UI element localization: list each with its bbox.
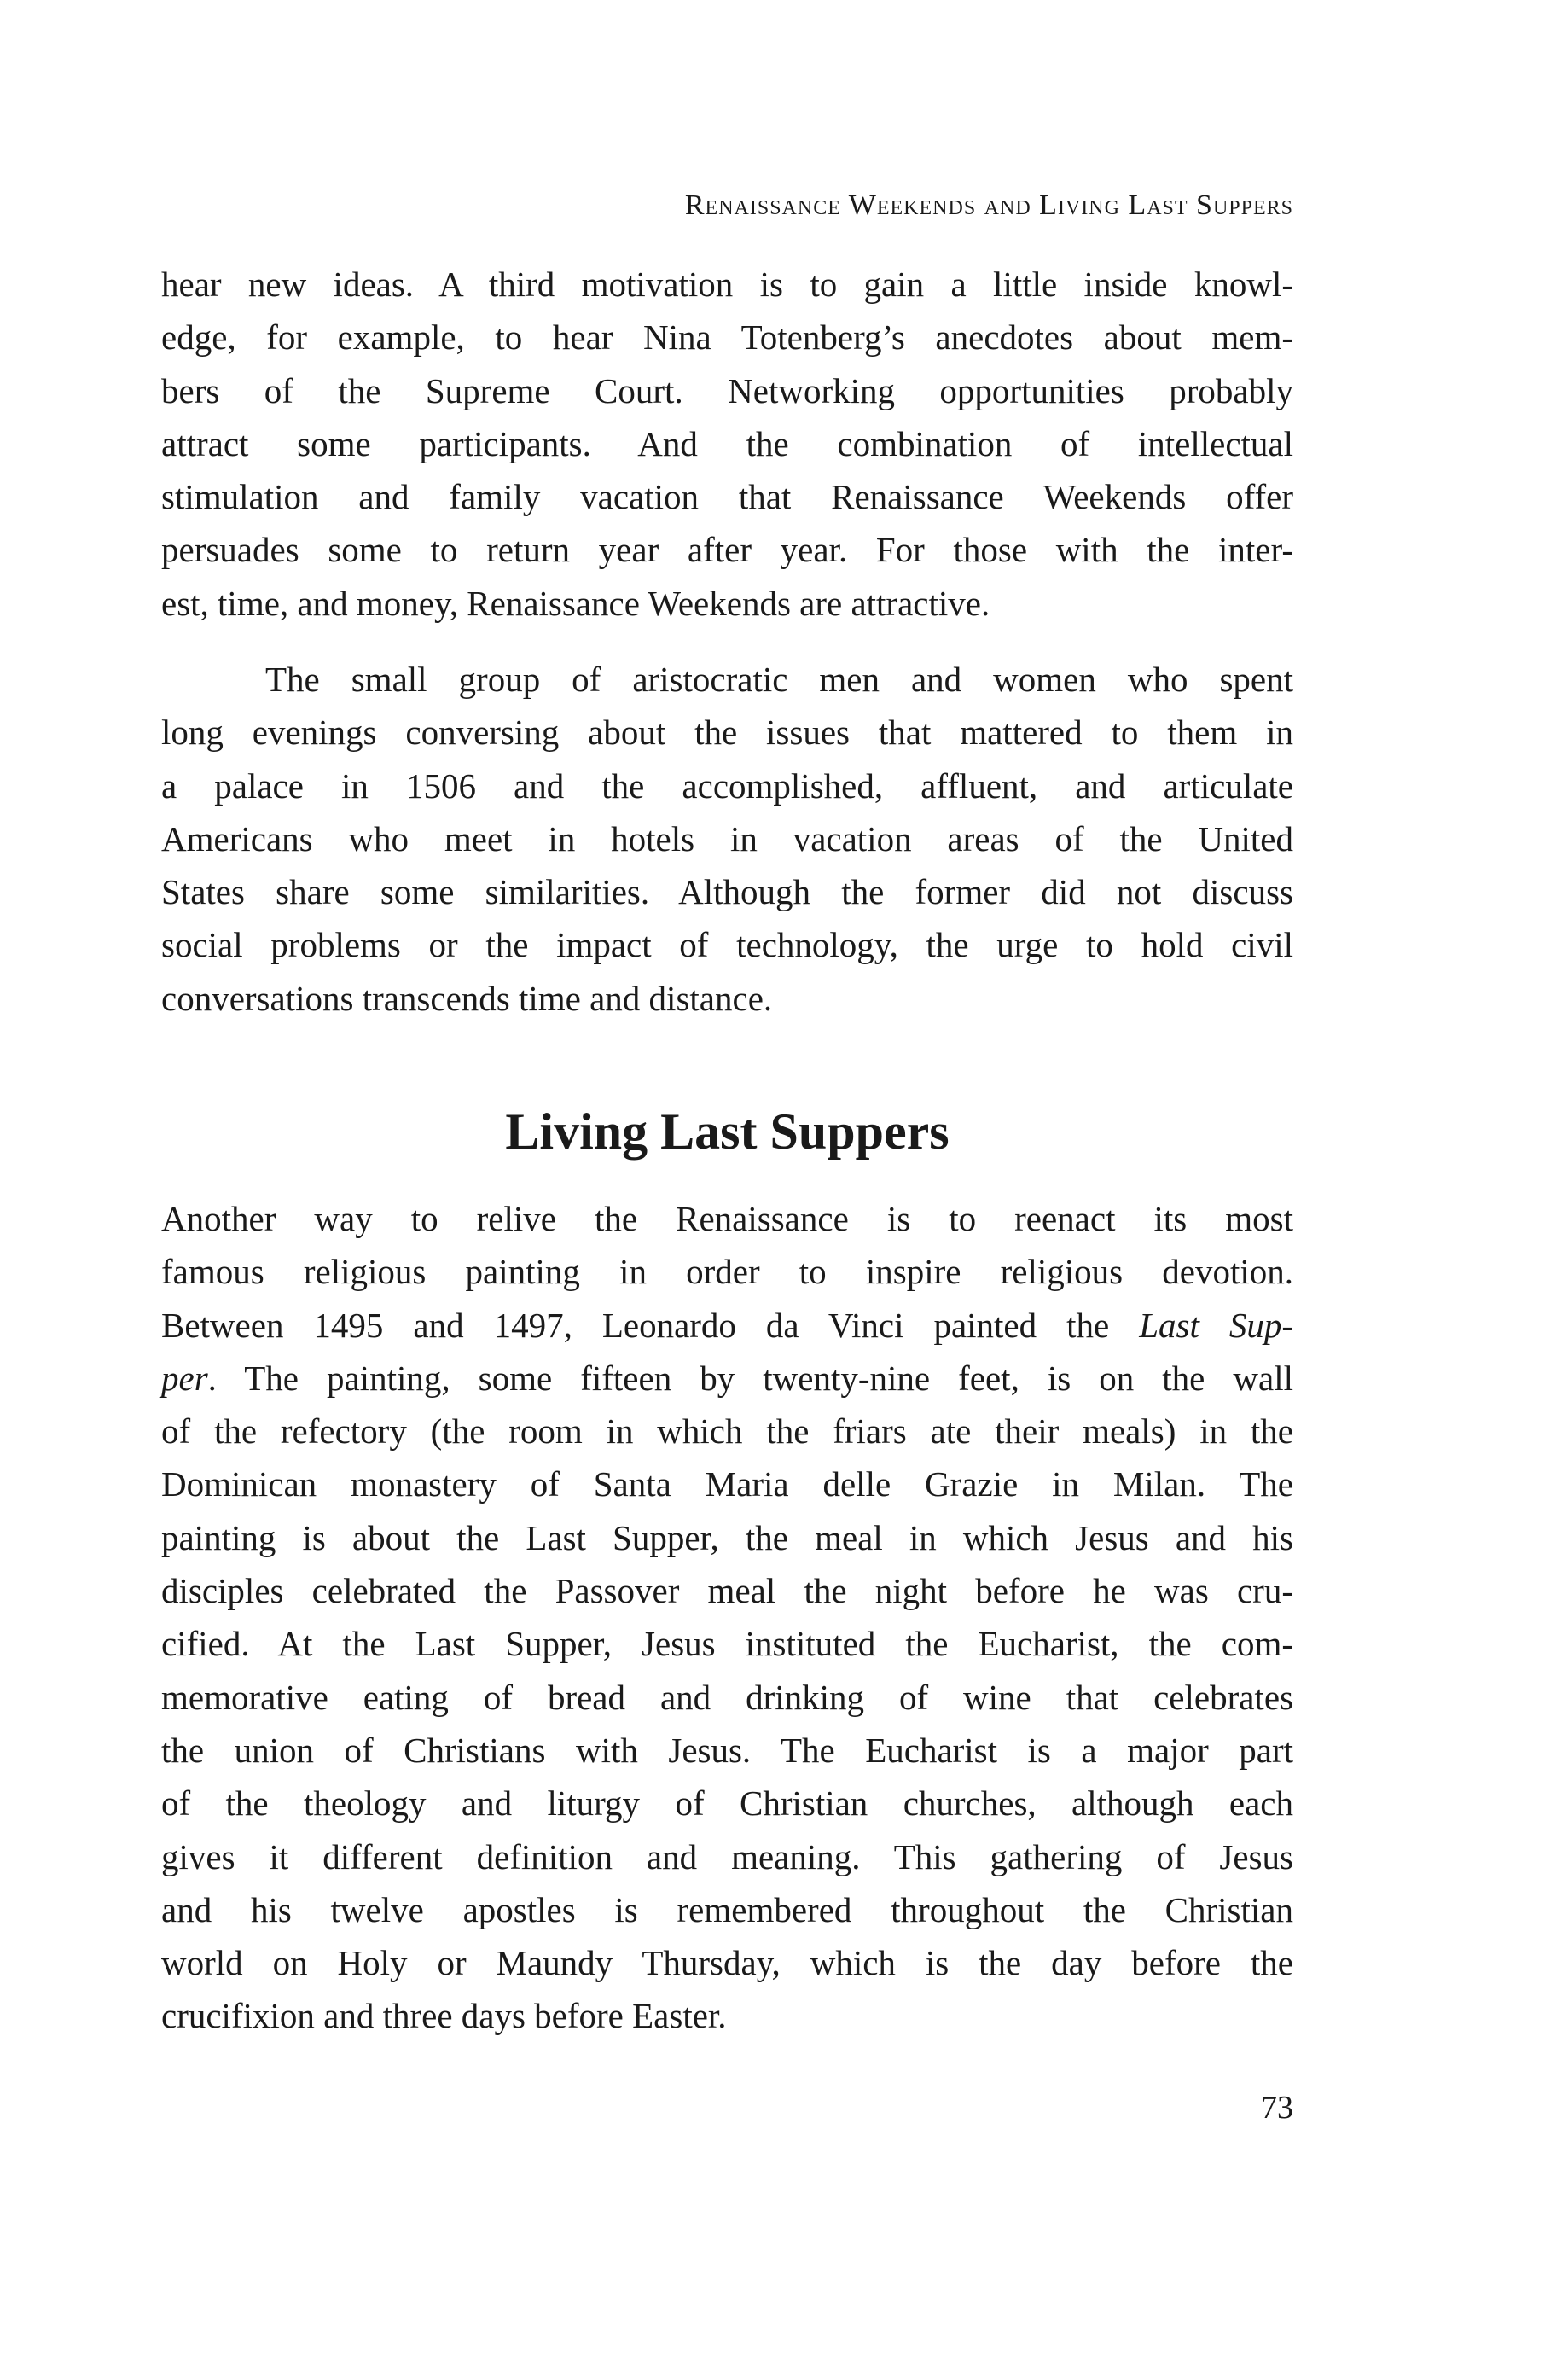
- running-head: Renaissance Weekends and Living Last Suppers: [684, 189, 1293, 221]
- text-line: of the refectory (the room in which the friars ate their meals) in the: [161, 1411, 1293, 1452]
- text-line: [161, 1299, 1293, 1352]
- text-line: The small group of aristocratic men and women who spent: [265, 660, 1293, 699]
- text-line: cified. At the Last Supper, Jesus instituted the Eucharist, the com-: [161, 1624, 1293, 1664]
- text-line: painting is about the Last Supper, the meal in which Jesus and his: [161, 1517, 1293, 1557]
- text-line: Another way to relive the Renaissance is to reenact its most: [161, 1199, 1293, 1238]
- text-line: world on Holy or Maundy Thursday, which is the day before the: [161, 1943, 1293, 1983]
- text-line: and his twelve apostles is remembered throughout the Christian: [161, 1889, 1293, 1929]
- text-line: attract some participants. And the combination of intellectual: [161, 423, 1293, 463]
- text-line: disciples celebrated the Passover meal the night before he was cru-: [161, 1571, 1293, 1611]
- section-heading: Living Last Suppers: [505, 1103, 950, 1160]
- text-line: of the theology and liturgy of Christian churches, although each: [161, 1783, 1293, 1824]
- text-line: stimulation and family vacation that Renaissance Weekends offer: [161, 477, 1293, 517]
- text-line: social problems or the impact of technology, the urge to hold civil: [161, 925, 1293, 965]
- text-segment: . The painting, some fifteen by twenty-nine feet, is on the wall: [207, 1358, 1293, 1398]
- text-line: a palace in 1506 and the accomplished, affluent, and articulate: [161, 765, 1293, 806]
- text-line: crucifixion and three days before Easter.: [161, 1996, 727, 2036]
- text-line: edge, for example, to hear Nina Totenberg’s anecdotes about mem-: [161, 317, 1293, 358]
- text-segment: Between 1495 and 1497, Leonardo da Vinci painted the: [161, 1305, 1140, 1345]
- text-line: famous religious painting in order to inspire religious devotion.: [161, 1252, 1293, 1292]
- text-line: persuades some to return year after year. For those with the inter-: [161, 530, 1293, 570]
- paragraph-1: [161, 258, 1293, 630]
- text-line: est, time, and money, Renaissance Weekends are attractive.: [161, 583, 990, 623]
- text-line: bers of the Supreme Court. Networking opportunities probably: [161, 370, 1293, 410]
- painting-title-italic: Last Sup-: [1139, 1305, 1293, 1345]
- paragraph-3: [161, 1192, 1293, 2043]
- paragraph-2: [161, 653, 1293, 1025]
- text-line: Americans who meet in hotels in vacation areas of the United: [161, 818, 1293, 858]
- text-line: [161, 1352, 1293, 1405]
- text-line: long evenings conversing about the issues that mattered to them in: [161, 713, 1293, 753]
- text-line: conversations transcends time and distance.: [161, 978, 773, 1018]
- painting-title-italic: per: [161, 1358, 208, 1398]
- text-line: memorative eating of bread and drinking of wine that celebrates: [161, 1677, 1293, 1717]
- text-line: States share some similarities. Although the former did not discuss: [161, 872, 1293, 912]
- text-line: the union of Christians with Jesus. The Eucharist is a major part: [161, 1730, 1293, 1770]
- text-line: hear new ideas. A third motivation is to gain a little inside knowl-: [161, 265, 1293, 304]
- page-number: 73: [1261, 2090, 1293, 2126]
- text-line: Dominican monastery of Santa Maria delle Grazie in Milan. The: [161, 1464, 1293, 1504]
- text-line: gives it different definition and meaning. This gathering of Jesus: [161, 1836, 1293, 1876]
